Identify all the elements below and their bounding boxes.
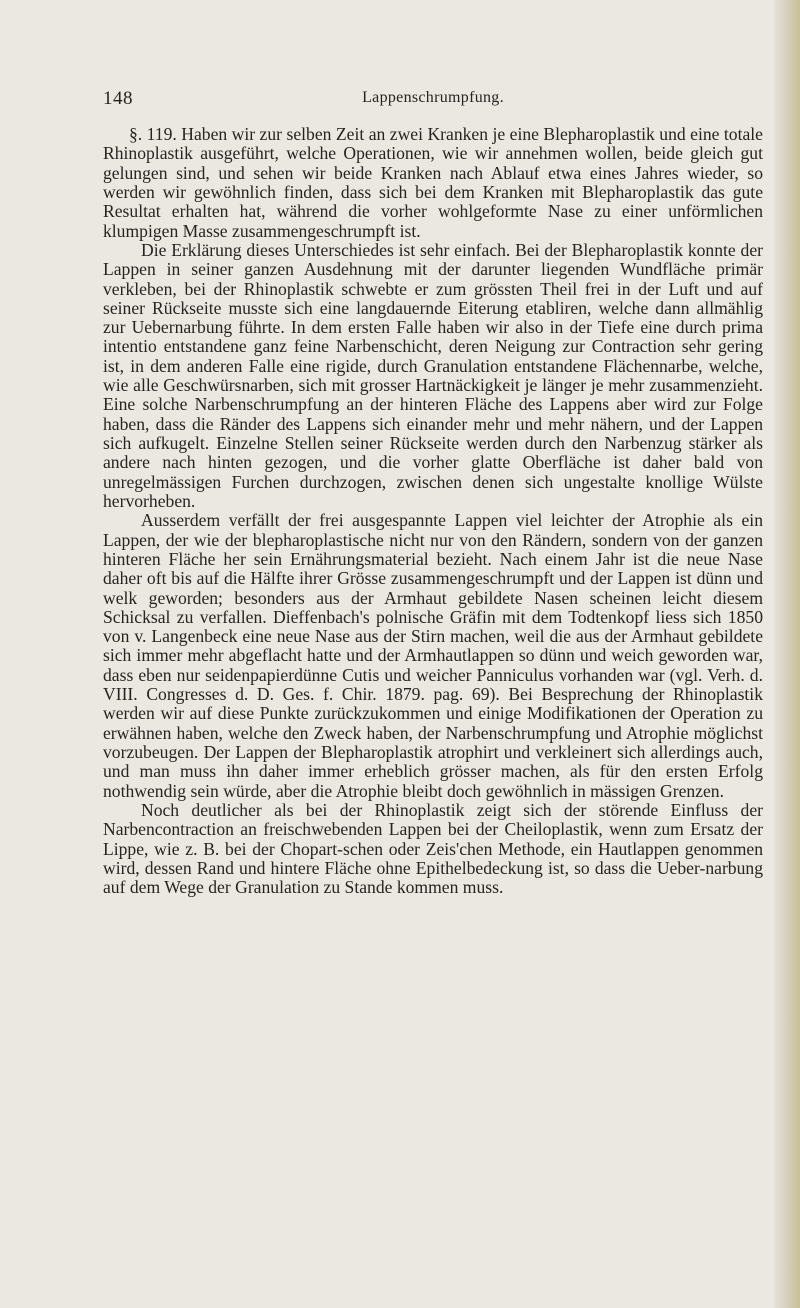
running-head bbox=[103, 88, 763, 110]
body-text bbox=[103, 125, 763, 898]
paragraph-explanation: Die Erklärung dieses Unterschiedes ist sehr einfach. Bei der Blepharoplastik konnte der Lappen in seiner ganzen Ausdehnung mit der darunter liegenden Wundfläche primär verkleben, bei der Rhinoplastik schwebte er zum grössten Theil frei in der Luft und auf seiner Rückseite musste sich eine langdauernde Eiterung etabliren, welche dann allmählig zur Uebernarbung führte. In dem ersten Falle haben wir also in der Tiefe eine durch prima intentio entstandene ganz feine Narbenschicht, deren Neigung zur Contraction sehr gering ist, in dem anderen Falle eine rigide, durch Granulation entstandene Flächennarbe, welche, wie alle Geschwürsnarben, sich mit grosser Hartnäckigkeit je länger je mehr zusammenzieht. Eine solche Narbenschrumpfung an der hinteren Fläche des Lappens aber wird zur Folge haben, dass die Ränder des Lappens sich einander mehr und mehr nähern, und der Lappen sich aufkugelt. Einzelne Stellen seiner Rückseite werden durch den Narbenzug stärker als andere nach hinten gezogen, und die vorher glatte Oberfläche ist daher bald von unregelmässigen Furchen durchzogen, zwischen denen sich ungestalte knollige Wülste hervorheben. bbox=[103, 239, 763, 511]
running-title: Lappenschrumpfung. bbox=[362, 89, 504, 106]
paragraph-section-119: §. 119. Haben wir zur selben Zeit an zwei Kranken je eine Blepharoplastik und eine totale Rhinoplastik ausgeführt, welche Operationen, wie wir annehmen wollen, beide gleich gut gelungen sind, und sehen wir beide Kranken nach Ablauf etwa eines Jahres wieder, so werden wir gewöhnlich finden, dass sich bei dem Kranken mit Blepharoplastik das gute Resultat erhalten hat, während die vorher wohlgeformte Nase zu einer unförmlichen klumpigen Masse zusammengeschrumpft ist. bbox=[103, 124, 763, 241]
paragraph-cheiloplastik: Noch deutlicher als bei der Rhinoplastik zeigt sich der störende Einfluss der Narbencontraction an freischwebenden Lappen bei der Cheiloplastik, wenn zum Ersatz der Lippe, wie z. B. bei der Chopart-schen oder Zeis'chen Methode, ein Hautlappen genommen wird, dessen Rand und hintere Fläche ohne Epithelbedeckung ist, so dass die Ueber-narbung auf dem Wege der Granulation zu Stande kommen muss. bbox=[103, 799, 763, 898]
page-number: 148 bbox=[103, 88, 133, 109]
paragraph-atrophy: Ausserdem verfällt der frei ausgespannte Lappen viel leichter der Atrophie als ein Lappen, der wie der blepharoplastische nicht nur von den Rändern, sondern von der ganzen hinteren Fläche her sein Ernährungsmaterial bezieht. Nach einem Jahr ist die neue Nase daher oft bis auf die Hälfte ihrer Grösse zusammengeschrumpft und der Lappen ist dünn und welk geworden; besonders aus der Armhaut gebildete Nasen scheinen leicht diesem Schicksal zu verfallen. Dieffenbach's polnische Gräfin mit dem Todtenkopf liess sich 1850 von v. Langenbeck eine neue Nase aus der Stirn machen, weil die aus der Armhaut gebildete sich immer mehr abgeflacht hatte und der Armhautlappen so dünn und weich geworden war, dass eben nur seidenpapierdünne Cutis und weicher Panniculus vorhanden war (vgl. Verh. d. VIII. Congresses d. D. Ges. f. Chir. 1879. pag. 69). Bei Besprechung der Rhinoplastik werden wir auf diese Punkte zurückzukommen und einige Modifikationen der Operation zu erwähnen haben, welche den Zweck haben, der Narbenschrumpfung und Atrophie möglichst vorzubeugen. Der Lappen der Blepharoplastik atrophirt und verkleinert sich allerdings auch, und man muss ihn daher immer erheblich grösser machen, als für den ersten Erfolg nothwendig sein würde, aber die Atrophie bleibt doch gewöhnlich in mässigen Grenzen. bbox=[103, 510, 763, 801]
page-edge bbox=[774, 0, 800, 1308]
